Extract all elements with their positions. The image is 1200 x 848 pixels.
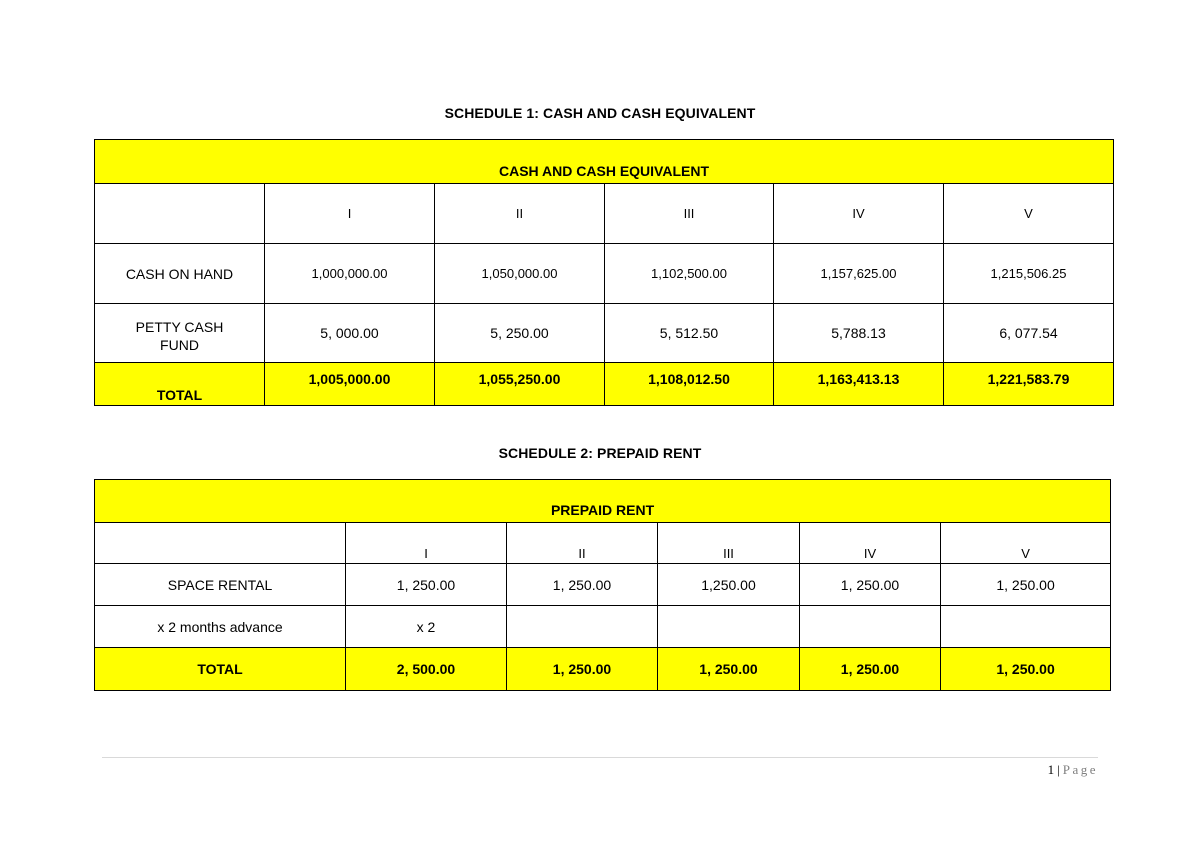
table-cell: 1, 250.00	[507, 564, 658, 606]
row-label: SPACE RENTAL	[95, 564, 346, 606]
header-blank-cell	[95, 184, 265, 244]
table-header-row	[95, 523, 1111, 564]
footer-divider	[102, 757, 1098, 758]
column-header: II	[435, 184, 605, 244]
table-cell	[658, 606, 800, 648]
cash-equivalent-table	[94, 139, 1114, 406]
table-row	[95, 244, 1114, 304]
column-header: III	[658, 523, 800, 564]
total-label: TOTAL	[95, 648, 346, 691]
table-cell: 5, 512.50	[605, 304, 774, 363]
table-row	[95, 564, 1111, 606]
table-row	[95, 304, 1114, 363]
header-blank-cell	[95, 523, 346, 564]
total-row	[95, 648, 1111, 691]
total-cell: 1,163,413.13	[774, 363, 944, 406]
table-cell: 1,157,625.00	[774, 244, 944, 304]
page-footer	[1048, 762, 1098, 778]
page-number: 1	[1047, 762, 1055, 777]
table-cell	[507, 606, 658, 648]
schedule2-heading: SCHEDULE 2: PREPAID RENT	[498, 445, 702, 461]
row-label	[95, 304, 265, 363]
total-cell: 1,108,012.50	[605, 363, 774, 406]
column-header: I	[265, 184, 435, 244]
table-title: CASH AND CASH EQUIVALENT	[95, 140, 1114, 184]
table-cell	[941, 606, 1111, 648]
total-cell: 1,221,583.79	[944, 363, 1114, 406]
total-cell: 1, 250.00	[800, 648, 941, 691]
total-cell: 1, 250.00	[658, 648, 800, 691]
column-header: III	[605, 184, 774, 244]
table-cell: 1,050,000.00	[435, 244, 605, 304]
table-row	[95, 606, 1111, 648]
column-header: IV	[774, 184, 944, 244]
table-cell: 1,000,000.00	[265, 244, 435, 304]
table-cell: 5, 000.00	[265, 304, 435, 363]
schedule1-heading: SCHEDULE 1: CASH AND CASH EQUIVALENT	[444, 105, 756, 121]
table-cell	[800, 606, 941, 648]
table-cell: 6, 077.54	[944, 304, 1114, 363]
table-cell: 5,788.13	[774, 304, 944, 363]
table-cell: 1, 250.00	[941, 564, 1111, 606]
row-label: CASH ON HAND	[95, 244, 265, 304]
column-header: V	[941, 523, 1111, 564]
row-label-line: PETTY CASH	[135, 319, 224, 335]
table-title: PREPAID RENT	[95, 480, 1111, 523]
row-label: x 2 months advance	[95, 606, 346, 648]
table-cell: 1, 250.00	[800, 564, 941, 606]
total-cell: 1, 250.00	[507, 648, 658, 691]
column-header: I	[346, 523, 507, 564]
table-cell: 5, 250.00	[435, 304, 605, 363]
column-header: IV	[800, 523, 941, 564]
footer-separator: |	[1057, 762, 1060, 777]
total-cell: 1,005,000.00	[265, 363, 435, 406]
total-cell: 2, 500.00	[346, 648, 507, 691]
total-row	[95, 363, 1114, 406]
prepaid-rent-table	[94, 479, 1111, 691]
table-cell: 1,102,500.00	[605, 244, 774, 304]
total-label: TOTAL	[95, 363, 265, 406]
table-cell: 1, 250.00	[346, 564, 507, 606]
table-cell: 1,250.00	[658, 564, 800, 606]
column-header: V	[944, 184, 1114, 244]
row-label-line: FUND	[160, 337, 199, 353]
column-header: II	[507, 523, 658, 564]
total-cell: 1, 250.00	[941, 648, 1111, 691]
table-cell: x 2	[346, 606, 507, 648]
page-word: Page	[1062, 762, 1098, 777]
total-cell: 1,055,250.00	[435, 363, 605, 406]
table-header-row	[95, 184, 1114, 244]
table-cell: 1,215,506.25	[944, 244, 1114, 304]
